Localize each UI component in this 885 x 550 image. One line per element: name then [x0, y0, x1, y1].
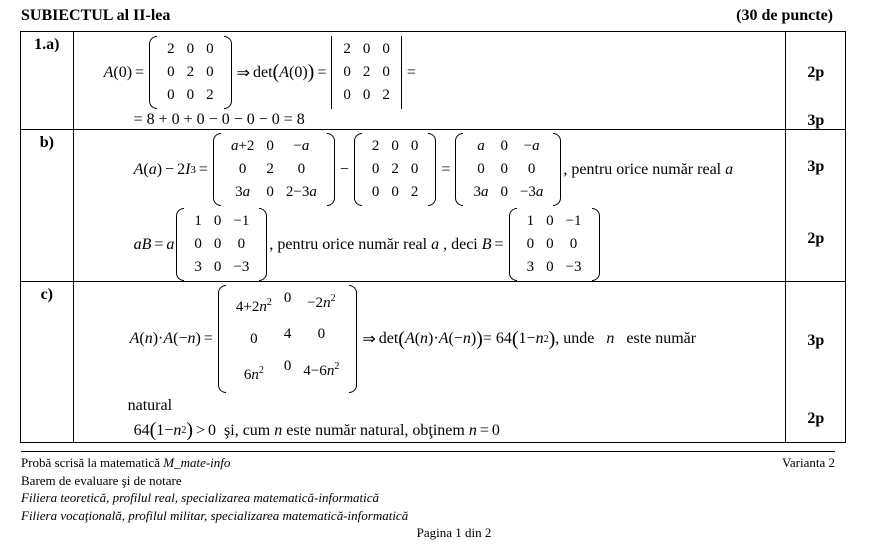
- subject-header: [21, 7, 833, 29]
- footer-line4: Filiera vocaţională, profilul militar, specializarea matematică-informatică: [21, 507, 409, 523]
- determinant-a0: 2 0 0 0 2 0 0 0 2: [331, 36, 402, 109]
- matrix-aa: a+2 0 −a 0 2 0 3a 0 2−3a: [213, 133, 335, 206]
- subject-title: SUBIECTUL al II-lea: [21, 7, 171, 24]
- matrix-a0: 2 0 0 0 2 0 0 0 2: [149, 36, 232, 109]
- matrix-c: $4+2n^2$ 0 $-2n^2$ 0 4 0 $6n^2$ 0 $4-6n^2$: [218, 285, 357, 393]
- item-points-c: 3p 2p: [785, 282, 845, 443]
- footer-line1: Probă scrisă la matematică M_mate-info Varianta 2: [21, 455, 835, 470]
- table-row-c: [21, 282, 846, 443]
- matrix-ab: a 0 −a 0 0 0 3a 0 −3a: [455, 133, 561, 206]
- table-row-a: [21, 32, 846, 130]
- footer-page-number: Pagina 1 din 2: [416, 525, 492, 540]
- item-label-c: c): [21, 282, 74, 443]
- subject-points: (30 de puncte): [736, 7, 833, 24]
- item-content-c: [73, 282, 785, 443]
- matrix-b1: 1 0 −1 0 0 0 3 0 −3: [176, 208, 267, 281]
- formula-c-line2: natural: [127, 397, 173, 414]
- item-label-a: 1.a): [21, 32, 74, 130]
- page-footer: [21, 451, 835, 542]
- matrix-b2: 1 0 −1 0 0 0 3 0 −3: [509, 208, 600, 281]
- footer-variant: Varianta 2: [781, 455, 835, 470]
- item-points-b: 3p 2p: [785, 130, 845, 282]
- item-content-b: [73, 130, 785, 282]
- formula-c-line1: A ( n )· A (− n ) = $4+2n^2$ 0 $-2n^2$ 0 4 0 $6n^2$ 0 $4-6n^2$ ⇒ det ( A ( n )· A (− n ) ) = 64 ( 1− n 2 ) , unde n este număr: [74, 282, 785, 393]
- grading-table: [20, 31, 846, 443]
- table-row-b: [21, 130, 846, 282]
- footer-line3: Filiera teoretică, profilul real, specializarea matematică-informatică: [21, 490, 380, 505]
- item-content-a: [73, 32, 785, 130]
- formula-b-line2: aB = a 1 0 −1 0 0 0 3 0 −3 , pentru orice număr real a , deci B = 1 0 −1 0 0 0 3 0 −3: [74, 206, 785, 281]
- item-label-b: b): [21, 130, 74, 282]
- formula-a-line1: A (0) = 2 0 0 0 2 0 0 0 2 ⇒ det ( A (0) ) = 2 0 0 0 2 0 0 0 2 =: [74, 32, 785, 109]
- formula-c-line3: 64 ( 1− n 2 ) > 0 şi, cum n este număr natural, obţinem n = 0: [133, 419, 500, 441]
- matrix-2i3: 2 0 0 0 2 0 0 0 2: [354, 133, 437, 206]
- formula-b-line1: A ( a ) − 2 I 3 = a+2 0 −a 0 2 0 3a 0 2−3a − 2 0 0 0 2 0 0 0 2 = a 0 −a 0 0 0 3a 0 −3a , pentru orice număr real a: [74, 130, 785, 206]
- formula-a-line2: = 8 + 0 + 0 − 0 − 0 − 0 = 8: [133, 111, 305, 128]
- footer-line2: Barem de evaluare şi de notare: [21, 472, 182, 488]
- item-points-a: 2p 3p: [785, 32, 845, 130]
